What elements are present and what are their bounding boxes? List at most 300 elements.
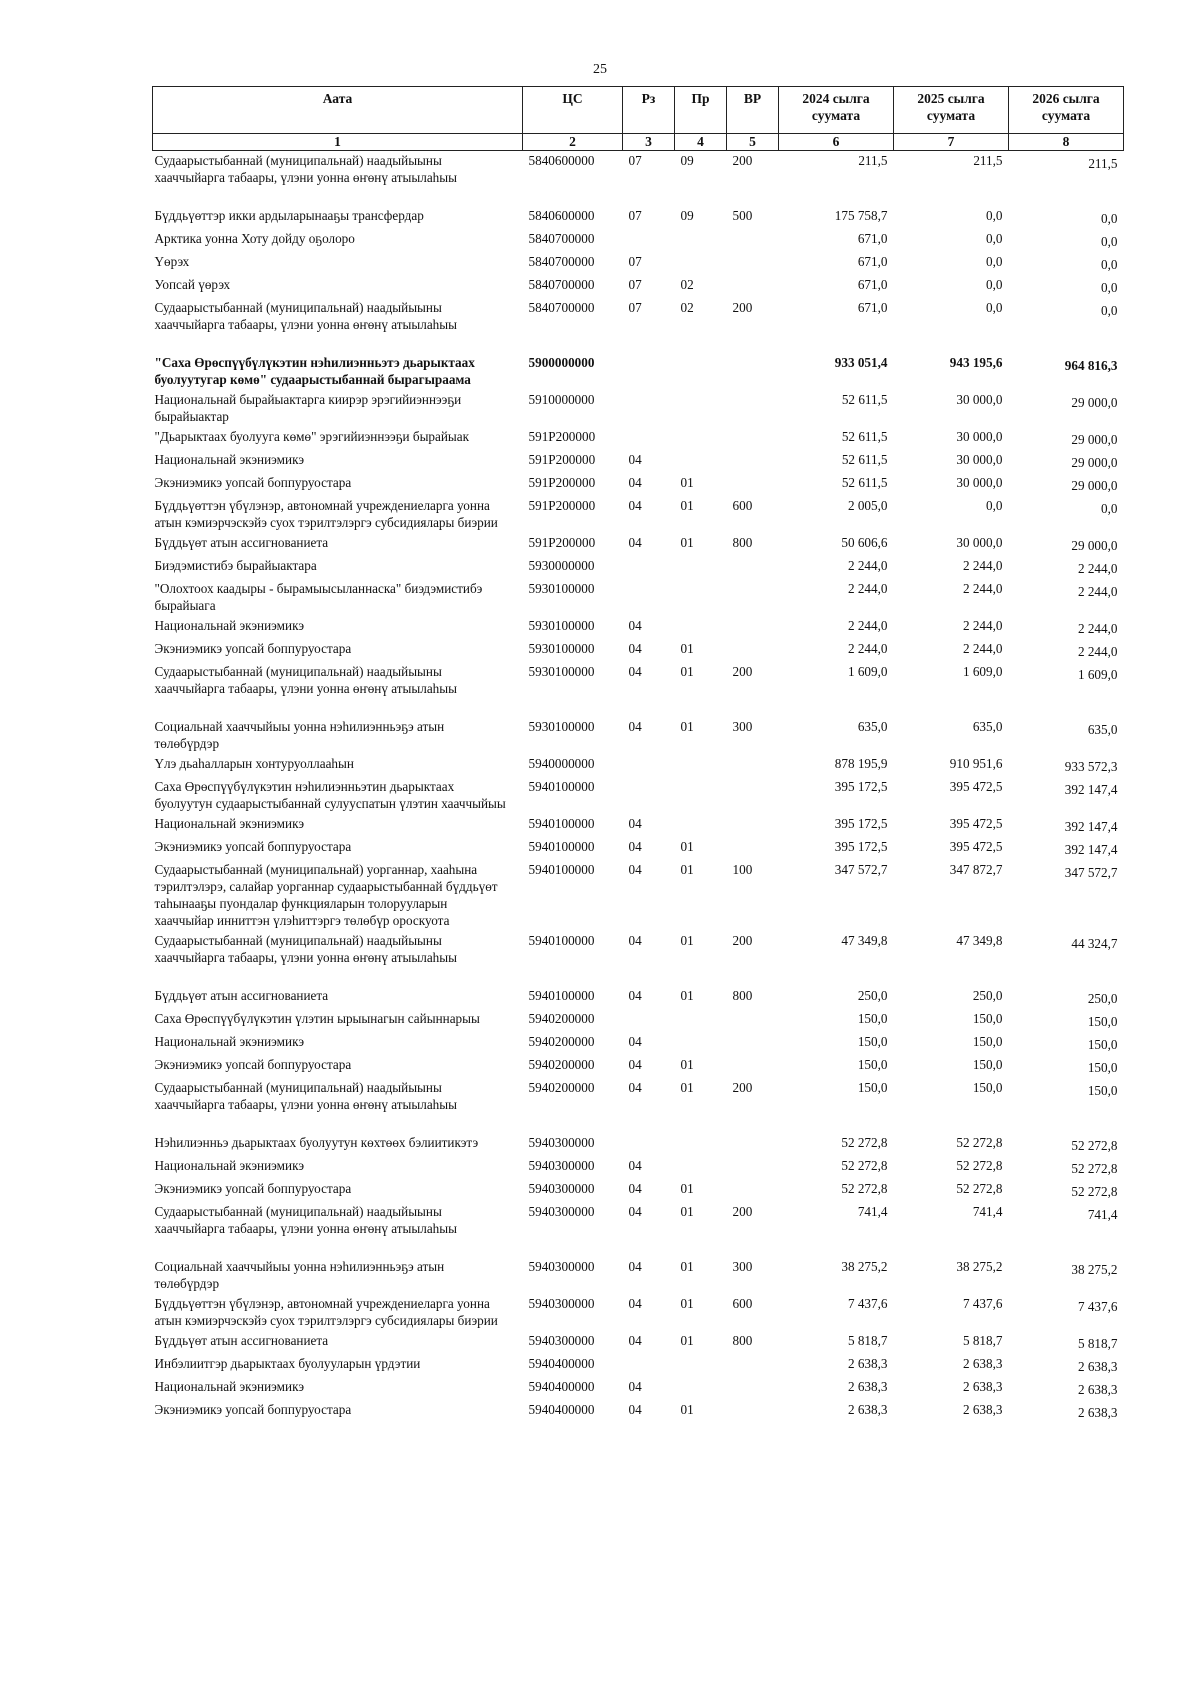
row-amount-2024: 1 609,0 [847,664,888,679]
row-amount-2024: 2 244,0 [847,618,888,633]
page-number: 25 [593,62,607,77]
row-amount-2026 [1009,206,1124,229]
row-pr-code [675,616,727,639]
row-amount-2024: 150,0 [857,1034,888,1049]
row-amount-2026 [1009,1078,1124,1133]
row-vr-code [727,1354,779,1377]
row-rz-code: 07 [628,208,642,223]
row-amount-2026-value: 29 000,0 [1071,395,1118,410]
row-rz-code [623,754,675,777]
row-pr-code: 02 [680,300,694,315]
row-cs-code: 5940200000 [528,1080,595,1095]
row-rz-code [623,1354,675,1377]
table-header [153,87,1124,151]
row-amount-2025: 2 244,0 [962,558,1003,573]
row-amount-2026 [1009,427,1124,450]
row-vr-code [727,1032,779,1055]
row-pr-code: 01 [680,839,694,854]
row-rz-code [623,777,675,814]
row-amount-2026-value: 392 147,4 [1064,782,1118,797]
row-amount-2026-value: 964 816,3 [1064,358,1118,373]
header-2024: 2024 сылга суумата [779,87,894,134]
table-row [153,777,1124,814]
row-name: Судаарыстыбаннай (муниципальнай) наадыйыыны хааччыйарга табаары, үлэни уонна өҥөнү атыылаһыы [154,1204,457,1236]
table-row [153,1078,1124,1133]
row-vr-code [727,1055,779,1078]
row-amount-2026 [1009,229,1124,252]
row-amount-2026 [1009,860,1124,931]
row-pr-code [675,814,727,837]
row-rz-code [623,390,675,427]
row-pr-code [675,1156,727,1179]
table-row [153,1032,1124,1055]
row-amount-2026-value: 2 638,3 [1077,1359,1118,1374]
row-vr-code: 800 [732,1333,753,1348]
row-vr-code [727,353,779,390]
row-amount-2025: 52 272,8 [956,1181,1003,1196]
row-name: Экэниэмикэ уопсай боппуруостара [154,1057,352,1072]
row-cs-code: 5940300000 [528,1135,595,1150]
row-amount-2026-value: 150,0 [1087,1037,1118,1052]
row-amount-2025: 347 872,7 [949,862,1003,877]
row-cs-code: 5940300000 [528,1204,595,1219]
row-rz-code: 04 [628,839,642,854]
row-amount-2026 [1009,579,1124,616]
row-amount-2026 [1009,556,1124,579]
row-pr-code: 01 [680,498,694,513]
row-rz-code: 04 [628,1080,642,1095]
row-amount-2024: 150,0 [857,1057,888,1072]
row-vr-code [727,1377,779,1400]
row-amount-2026-value: 392 147,4 [1064,842,1118,857]
row-vr-code: 300 [732,719,753,734]
row-cs-code: 5940200000 [528,1034,595,1049]
row-vr-code: 200 [732,300,753,315]
row-amount-2026-value: 52 272,8 [1071,1138,1118,1153]
row-cs-code: 5940200000 [528,1057,595,1072]
row-pr-code: 01 [680,1057,694,1072]
row-cs-code: 5940400000 [528,1402,595,1417]
col-number: 7 [894,134,1009,151]
row-amount-2026 [1009,1133,1124,1156]
row-pr-code: 01 [680,1296,694,1311]
row-name: Национальнай бырайыактарга киирэр эрэгийиэннээҕи бырайыактар [154,392,462,424]
row-vr-code [727,275,779,298]
row-pr-code: 09 [680,153,694,168]
row-amount-2025: 0,0 [986,277,1003,292]
row-amount-2025: 2 244,0 [962,581,1003,596]
row-vr-code [727,1009,779,1032]
row-amount-2025: 30 000,0 [956,392,1003,407]
row-pr-code: 01 [680,1080,694,1095]
row-vr-code: 200 [732,1204,753,1219]
row-amount-2026-value: 0,0 [1101,257,1118,272]
row-pr-code: 01 [680,664,694,679]
table-row [153,1257,1124,1294]
row-vr-code [727,473,779,496]
row-amount-2025: 150,0 [972,1080,1003,1095]
row-amount-2026-value: 392 147,4 [1064,819,1118,834]
row-amount-2026-value: 29 000,0 [1071,538,1118,553]
row-pr-code: 01 [680,535,694,550]
row-pr-code: 01 [680,1402,694,1417]
row-amount-2024: 150,0 [857,1080,888,1095]
row-amount-2026-value: 2 244,0 [1077,561,1118,576]
row-vr-code [727,1156,779,1179]
table-row [153,754,1124,777]
row-pr-code: 01 [680,1333,694,1348]
row-amount-2026 [1009,1156,1124,1179]
row-cs-code: 5940100000 [528,933,595,948]
row-rz-code: 04 [628,1402,642,1417]
row-name: Экэниэмикэ уопсай боппуруостара [154,1402,352,1417]
row-amount-2025: 30 000,0 [956,452,1003,467]
row-rz-code: 04 [628,1057,642,1072]
col-number: 2 [523,134,623,151]
row-cs-code: 5930100000 [528,664,595,679]
budget-table [152,86,1124,1423]
row-cs-code: 5840700000 [528,277,595,292]
row-amount-2026-value: 52 272,8 [1071,1161,1118,1176]
row-rz-code [623,229,675,252]
row-rz-code [623,1009,675,1032]
row-amount-2025: 30 000,0 [956,475,1003,490]
row-vr-code: 200 [732,1080,753,1095]
row-pr-code [675,556,727,579]
row-amount-2024: 635,0 [857,719,888,734]
row-amount-2026-value: 2 244,0 [1077,584,1118,599]
row-cs-code: 5940300000 [528,1333,595,1348]
row-amount-2025: 2 244,0 [962,618,1003,633]
row-amount-2025: 47 349,8 [956,933,1003,948]
row-cs-code: 5940100000 [528,779,595,794]
row-amount-2024: 52 272,8 [841,1135,888,1150]
row-amount-2026-value: 44 324,7 [1071,936,1118,951]
row-vr-code [727,579,779,616]
row-amount-2026-value: 0,0 [1101,303,1118,318]
row-rz-code: 04 [628,618,642,633]
row-amount-2024: 5 818,7 [847,1333,888,1348]
col-number: 5 [727,134,779,151]
row-rz-code: 04 [628,1296,642,1311]
row-amount-2026-value: 635,0 [1087,722,1118,737]
row-amount-2025: 0,0 [986,208,1003,223]
row-amount-2025: 38 275,2 [956,1259,1003,1274]
row-amount-2026 [1009,1055,1124,1078]
table-row [153,814,1124,837]
row-cs-code: 5930000000 [528,558,595,573]
row-amount-2024: 933 051,4 [834,355,888,370]
row-pr-code [675,1133,727,1156]
table-row [153,390,1124,427]
col-number: 3 [623,134,675,151]
row-amount-2026 [1009,1377,1124,1400]
table-row [153,662,1124,717]
row-pr-code [675,777,727,814]
row-rz-code: 04 [628,498,642,513]
row-vr-code [727,229,779,252]
row-rz-code: 04 [628,1158,642,1173]
row-amount-2025: 395 472,5 [949,839,1003,854]
row-amount-2025: 741,4 [972,1204,1003,1219]
table-row [153,353,1124,390]
table-row [153,1133,1124,1156]
row-amount-2024: 395 172,5 [834,779,888,794]
row-cs-code: 5940000000 [528,756,595,771]
row-amount-2025: 910 951,6 [949,756,1003,771]
row-pr-code: 01 [680,1181,694,1196]
row-rz-code [623,353,675,390]
row-amount-2026-value: 29 000,0 [1071,478,1118,493]
row-name: "Дьарыктаах буолууга көмө" эрэгийиэннээҕи бырайыак [154,429,470,444]
row-cs-code: 591Р200000 [528,452,596,467]
row-amount-2024: 347 572,7 [834,862,888,877]
row-amount-2025: 0,0 [986,300,1003,315]
row-name: Судаарыстыбаннай (муниципальнай) наадыйыыны хааччыйарга табаары, үлэни уонна өҥөнү атыылаһыы [154,153,457,185]
row-vr-code: 800 [732,988,753,1003]
row-name: Нэһилиэнньэ дьарыктаах буолуутун көхтөөх бэлиитикэтэ [154,1135,479,1150]
row-pr-code [675,427,727,450]
row-pr-code [675,1377,727,1400]
row-name: Үлэ дьаһалларын хонтуруоллааһын [154,756,354,771]
row-amount-2026 [1009,639,1124,662]
row-amount-2026-value: 250,0 [1087,991,1118,1006]
table-row [153,252,1124,275]
row-pr-code: 09 [680,208,694,223]
row-name: Судаарыстыбаннай (муниципальнай) наадыйыыны хааччыйарга табаары, үлэни уонна өҥөнү атыылаһыы [154,1080,457,1112]
row-rz-code [623,1133,675,1156]
row-vr-code [727,777,779,814]
row-pr-code [675,390,727,427]
row-amount-2025: 1 609,0 [962,664,1003,679]
table-row [153,1400,1124,1423]
row-cs-code: 5940100000 [528,839,595,854]
row-amount-2025: 211,5 [973,153,1003,168]
row-rz-code: 04 [628,933,642,948]
row-cs-code: 5940100000 [528,988,595,1003]
row-rz-code: 04 [628,1333,642,1348]
row-amount-2026 [1009,662,1124,717]
row-pr-code [675,450,727,473]
row-pr-code: 01 [680,1204,694,1219]
row-vr-code [727,556,779,579]
table-row [153,579,1124,616]
row-vr-code: 600 [732,498,753,513]
row-vr-code: 200 [732,664,753,679]
row-amount-2025: 2 638,3 [962,1356,1003,1371]
row-name: Национальнай экэниэмикэ [154,816,304,831]
row-amount-2026 [1009,1179,1124,1202]
header-name: Аата [153,87,523,134]
row-rz-code: 04 [628,1259,642,1274]
row-amount-2026-value: 150,0 [1087,1060,1118,1075]
table-row [153,931,1124,986]
row-amount-2024: 671,0 [857,254,888,269]
row-name: Инбэлиитгэр дьарыктаах буолууларын үрдэтии [154,1356,421,1371]
table-row [153,473,1124,496]
header-2026: 2026 сылга суумата [1009,87,1124,134]
row-amount-2024: 671,0 [857,231,888,246]
row-rz-code [623,556,675,579]
row-cs-code: 5940300000 [528,1259,595,1274]
table-row [153,639,1124,662]
row-name: Бүддьүөттэн үбүлэнэр, автономнай учреждениеларга уонна атын кэмиэрчэскэйэ суох тэрилтэлэргэ субсидиялары биэрии [154,1296,498,1328]
table-row [153,717,1124,754]
row-amount-2026-value: 0,0 [1101,501,1118,516]
table-row [153,556,1124,579]
table-row [153,837,1124,860]
table-row [153,986,1124,1009]
row-vr-code [727,1179,779,1202]
row-amount-2026 [1009,1257,1124,1294]
row-pr-code [675,353,727,390]
row-cs-code: 5840600000 [528,208,595,223]
row-vr-code [727,427,779,450]
row-name: Бүддьүөттэр икки ардыларынааҕы трансфердар [154,208,424,223]
table-row [153,1294,1124,1331]
table-row [153,229,1124,252]
row-name: Бүддьүөт атын ассигнованиета [154,988,329,1003]
row-amount-2026 [1009,533,1124,556]
row-name: Экэниэмикэ уопсай боппуруостара [154,1181,352,1196]
row-rz-code: 04 [628,1034,642,1049]
row-amount-2026 [1009,754,1124,777]
table-row [153,298,1124,353]
row-amount-2025: 0,0 [986,231,1003,246]
row-amount-2025: 150,0 [972,1057,1003,1072]
row-amount-2026-value: 2 244,0 [1077,644,1118,659]
row-amount-2026-value: 1 609,0 [1077,667,1118,682]
row-amount-2025: 395 472,5 [949,816,1003,831]
table-row [153,1331,1124,1354]
row-rz-code: 04 [628,641,642,656]
row-amount-2024: 52 272,8 [841,1158,888,1173]
row-cs-code: 5840600000 [528,153,595,168]
row-amount-2026-value: 933 572,3 [1064,759,1118,774]
row-name: Социальнай хааччыйыы уонна нэһилиэнньэҕэ атын төлөбүрдэр [154,719,445,751]
row-amount-2024: 52 272,8 [841,1181,888,1196]
row-amount-2026-value: 2 638,3 [1077,1405,1118,1420]
row-amount-2025: 0,0 [986,254,1003,269]
table-body [153,151,1124,1424]
row-amount-2026 [1009,353,1124,390]
row-amount-2024: 2 005,0 [847,498,888,513]
row-amount-2026 [1009,1354,1124,1377]
col-number: 8 [1009,134,1124,151]
row-rz-code: 04 [628,1181,642,1196]
row-amount-2024: 395 172,5 [834,816,888,831]
table-row [153,1377,1124,1400]
row-amount-2026 [1009,298,1124,353]
row-pr-code: 01 [680,719,694,734]
row-amount-2026-value: 29 000,0 [1071,455,1118,470]
row-amount-2024: 7 437,6 [847,1296,888,1311]
row-name: Национальнай экэниэмикэ [154,1034,304,1049]
row-amount-2024: 52 611,5 [841,452,888,467]
row-amount-2026 [1009,986,1124,1009]
row-rz-code: 04 [628,1204,642,1219]
row-pr-code: 01 [680,933,694,948]
row-name: Саха Өрөспүүбүлүкэтин нэһилиэнньэтин дьарыктаах буолуутун судаарыстыбаннай сулууспатын үлэтин хааччыйыы [154,779,506,811]
row-vr-code: 600 [732,1296,753,1311]
row-name: Арктика уонна Хоту дойду оҕолоро [154,231,355,246]
row-amount-2025: 0,0 [986,498,1003,513]
header-cs: ЦС [523,87,623,134]
row-name: Экэниэмикэ уопсай боппуруостара [154,839,352,854]
row-amount-2024: 175 758,7 [834,208,888,223]
row-amount-2024: 150,0 [857,1011,888,1026]
row-vr-code [727,837,779,860]
row-rz-code [623,427,675,450]
row-amount-2026-value: 150,0 [1087,1083,1118,1098]
row-amount-2026 [1009,717,1124,754]
row-name: "Саха Өрөспүүбүлүкэтин нэһилиэнньэтэ дьарыктаах буолуутугар көмө" судаарыстыбаннай бырагыраама [154,355,475,387]
row-amount-2026 [1009,275,1124,298]
table-row [153,496,1124,533]
row-name: Национальнай экэниэмикэ [154,618,304,633]
row-amount-2026 [1009,814,1124,837]
row-amount-2026 [1009,1294,1124,1331]
row-amount-2026 [1009,496,1124,533]
row-vr-code [727,639,779,662]
row-amount-2026-value: 52 272,8 [1071,1184,1118,1199]
row-amount-2025: 150,0 [972,1034,1003,1049]
row-rz-code: 07 [628,254,642,269]
row-cs-code: 5900000000 [528,355,595,370]
row-vr-code: 800 [732,535,753,550]
row-rz-code: 04 [628,862,642,877]
row-amount-2026-value: 0,0 [1101,211,1118,226]
row-cs-code: 591Р200000 [528,498,596,513]
row-cs-code: 5940100000 [528,816,595,831]
row-cs-code: 5930100000 [528,581,595,596]
row-cs-code: 5940300000 [528,1158,595,1173]
row-amount-2024: 878 195,9 [834,756,888,771]
row-amount-2026 [1009,390,1124,427]
row-cs-code: 5930100000 [528,618,595,633]
row-rz-code: 04 [628,719,642,734]
row-amount-2026 [1009,252,1124,275]
row-amount-2024: 52 611,5 [841,429,888,444]
row-pr-code: 01 [680,641,694,656]
row-amount-2025: 52 272,8 [956,1135,1003,1150]
row-rz-code: 07 [628,153,642,168]
row-amount-2026-value: 150,0 [1087,1014,1118,1029]
row-name: Судаарыстыбаннай (муниципальнай) наадыйыыны хааччыйарга табаары, үлэни уонна өҥөнү атыылаһыы [154,664,457,696]
row-cs-code: 5840700000 [528,300,595,315]
row-amount-2024: 671,0 [857,300,888,315]
row-cs-code: 5940400000 [528,1356,595,1371]
row-pr-code [675,579,727,616]
table-row [153,275,1124,298]
row-amount-2026-value: 0,0 [1101,234,1118,249]
row-rz-code: 04 [628,452,642,467]
row-amount-2026 [1009,616,1124,639]
row-amount-2025: 7 437,6 [962,1296,1003,1311]
row-pr-code [675,229,727,252]
row-vr-code [727,252,779,275]
row-amount-2024: 395 172,5 [834,839,888,854]
row-rz-code: 07 [628,300,642,315]
row-cs-code: 5940300000 [528,1296,595,1311]
row-amount-2025: 395 472,5 [949,779,1003,794]
row-amount-2026 [1009,151,1124,207]
row-cs-code: 5940400000 [528,1379,595,1394]
row-amount-2025: 943 195,6 [949,355,1003,370]
table-row [153,533,1124,556]
row-amount-2026 [1009,931,1124,986]
row-amount-2025: 30 000,0 [956,429,1003,444]
